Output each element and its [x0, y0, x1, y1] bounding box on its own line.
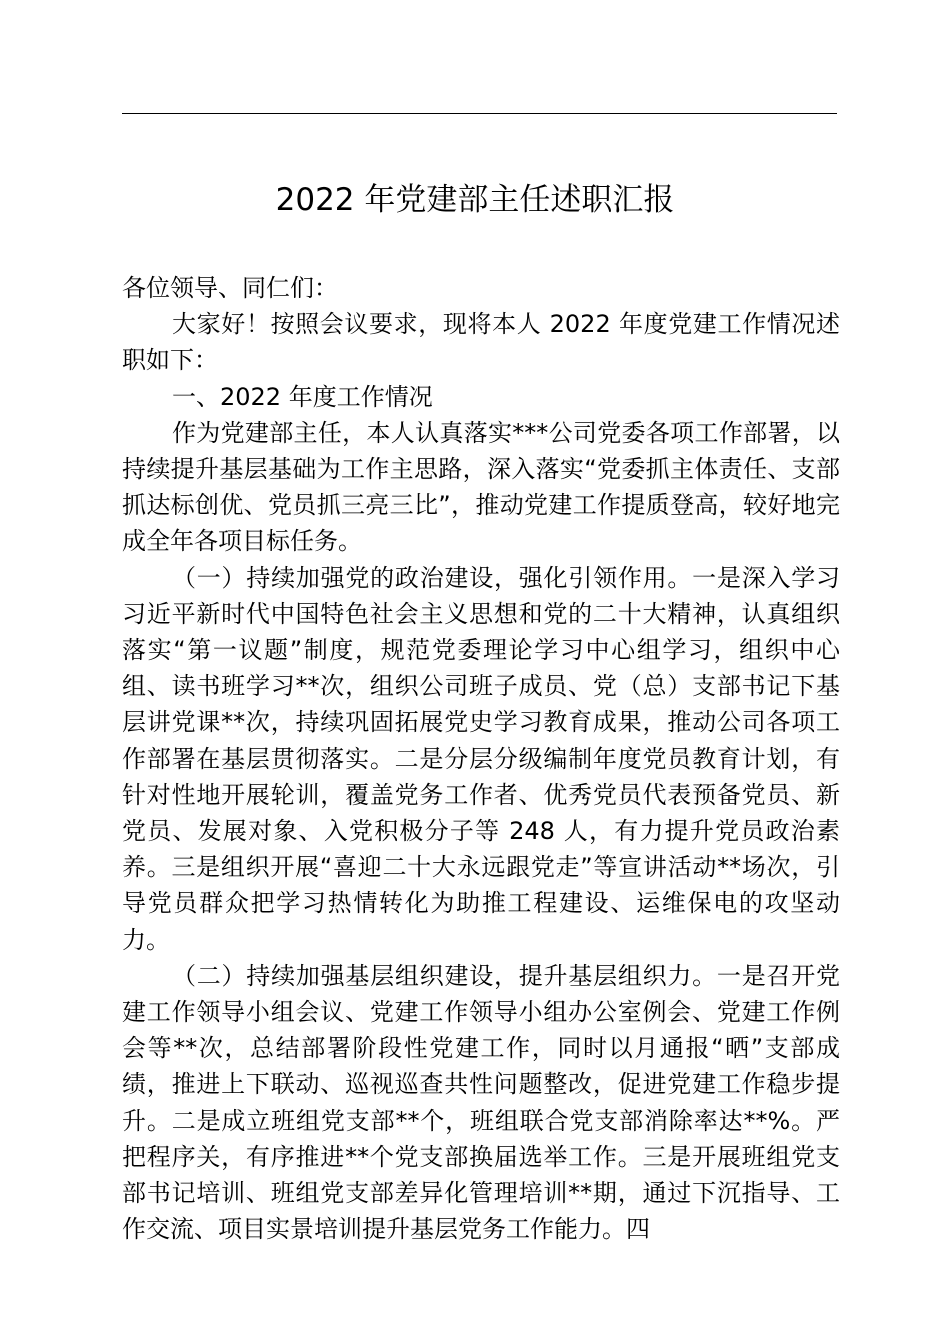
political-building-paragraph: （一）持续加强党的政治建设，强化引领作用。一是深入学习习近平新时代中国特色社会主义思想和党的二十大精神，认真组织落实“第一议题”制度，规范党委理论学习中心组学习，组织中心组、读书班学习**次，组织公司班子成员、党（总）支部书记下基层讲党课**次，持续巩固拓展党史学习教育成果，推动公司各项工作部署在基层贯彻落实。二是分层分级编制年度党员教育计划，有针对性地开展轮训，覆盖党务工作者、优秀党员代表预备党员、新党员、发展对象、入党积极分子等 248 人，有力提升党员政治素养。三是组织开展“喜迎二十大永远跟党走”等宣讲活动**场次，引导党员群众把学习热情转化为助推工程建设、运维保电的攻坚动力。	[122, 563, 840, 954]
header-rule	[122, 113, 837, 114]
organization-building-paragraph: （二）持续加强基层组织建设，提升基层组织力。一是召开党建工作领导小组会议、党建工作领导小组办公室例会、党建工作例会等**次，总结部署阶段性党建工作，同时以月通报“晒”支部成绩，推进上下联动、巡视巡查共性问题整改，促进党建工作稳步提升。二是成立班组党支部**个，班组联合党支部消除率达**%。严把程序关，有序推进**个党支部换届选举工作。三是开展班组党支部书记培训、班组党支部差异化管理培训**期，通过下沉指导、工作交流、项目实景培训提升基层党务工作能力。四	[122, 961, 840, 1244]
document-body	[122, 270, 840, 1247]
document-title: 2022 年党建部主任述职汇报	[275, 182, 675, 218]
salutation: 各位领导、同仁们：	[122, 274, 338, 302]
opening-paragraph: 大家好！按照会议要求，现将本人 2022 年度党建工作情况述职如下：	[122, 310, 840, 375]
intro-paragraph: 作为党建部主任，本人认真落实***公司党委各项工作部署，以持续提升基层基础为工作主思路，深入落实“党委抓主体责任、支部抓达标创优、党员抓三亮三比”，推动党建工作提质登高，较好地完成全年各项目标任务。	[122, 418, 840, 556]
section-heading: 一、2022 年度工作情况	[172, 382, 433, 411]
